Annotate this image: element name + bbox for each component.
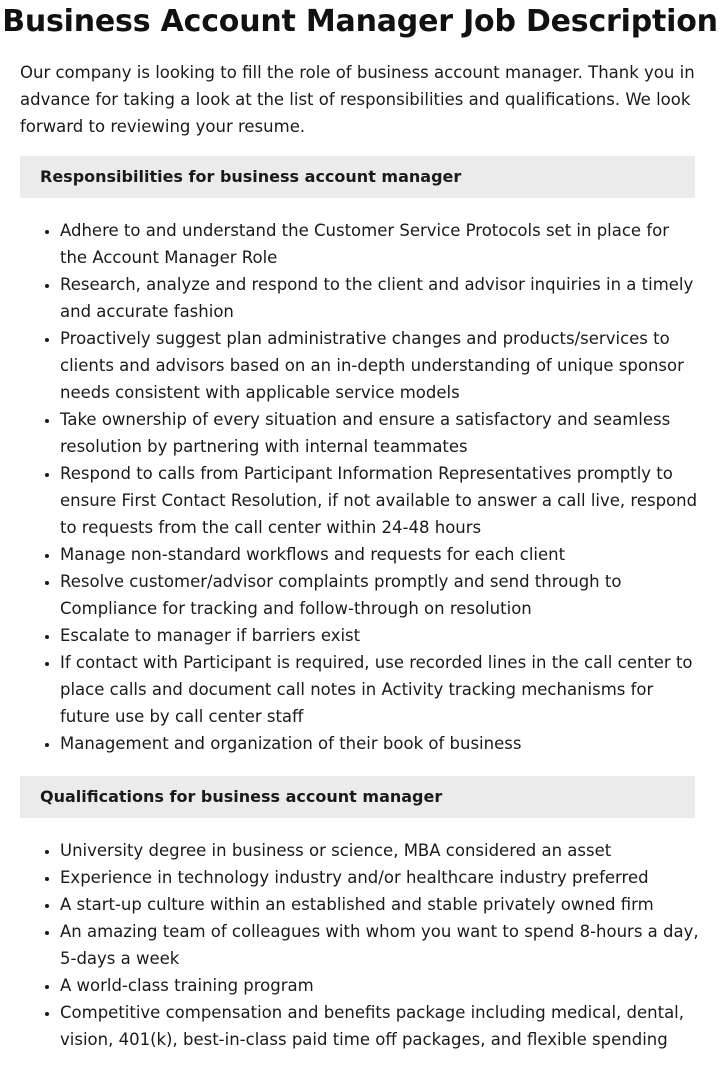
list-item: • Resolve customer/advisor complaints promptly and send through to Compliance for tracking and follow-through on resolution	[60, 568, 700, 622]
list-item: • Research, analyze and respond to the client and advisor inquiries in a timely and accurate fashion	[60, 271, 700, 325]
list-item: • Proactively suggest plan administrative changes and products/services to clients and advisors based on an in-depth understanding of unique sponsor needs consistent with applicable service models	[60, 325, 700, 406]
list-item: • Competitive compensation and benefits package including medical, dental, vision, 401(k), best-in-class paid time off packages, and flexible spending	[60, 999, 700, 1053]
qualifications-list	[20, 837, 700, 1053]
qualifications-heading: Qualifications for business account manager	[20, 776, 695, 818]
list-item: • A world-class training program	[60, 972, 700, 999]
list-item: • Experience in technology industry and/or healthcare industry preferred	[60, 864, 700, 891]
list-item: • An amazing team of colleagues with whom you want to spend 8-hours a day, 5-days a week	[60, 918, 700, 972]
responsibilities-heading: Responsibilities for business account manager	[20, 156, 695, 198]
responsibilities-list	[20, 217, 700, 757]
list-item: • Respond to calls from Participant Information Representatives promptly to ensure First Contact Resolution, if not available to answer a call live, respond to requests from the call center within 24-48 hours	[60, 460, 700, 541]
list-item: • Escalate to manager if barriers exist	[60, 622, 700, 649]
list-item: • If contact with Participant is required, use recorded lines in the call center to place calls and document call notes in Activity tracking mechanisms for future use by call center staff	[60, 649, 700, 730]
list-item: • Take ownership of every situation and ensure a satisfactory and seamless resolution by partnering with internal teammates	[60, 406, 700, 460]
list-item: • Adhere to and understand the Customer Service Protocols set in place for the Account Manager Role	[60, 217, 700, 271]
intro-paragraph: Our company is looking to fill the role of business account manager. Thank you in advance for taking a look at the list of responsibilities and qualifications. We look forward to reviewing your resume.	[20, 63, 695, 136]
list-item: • A start-up culture within an established and stable privately owned firm	[60, 891, 700, 918]
list-item: • University degree in business or science, MBA considered an asset	[60, 837, 700, 864]
list-item: • Management and organization of their book of business	[60, 730, 700, 757]
list-item: • Manage non-standard workflows and requests for each client	[60, 541, 700, 568]
page-title: Business Account Manager Job Description	[2, 4, 718, 39]
